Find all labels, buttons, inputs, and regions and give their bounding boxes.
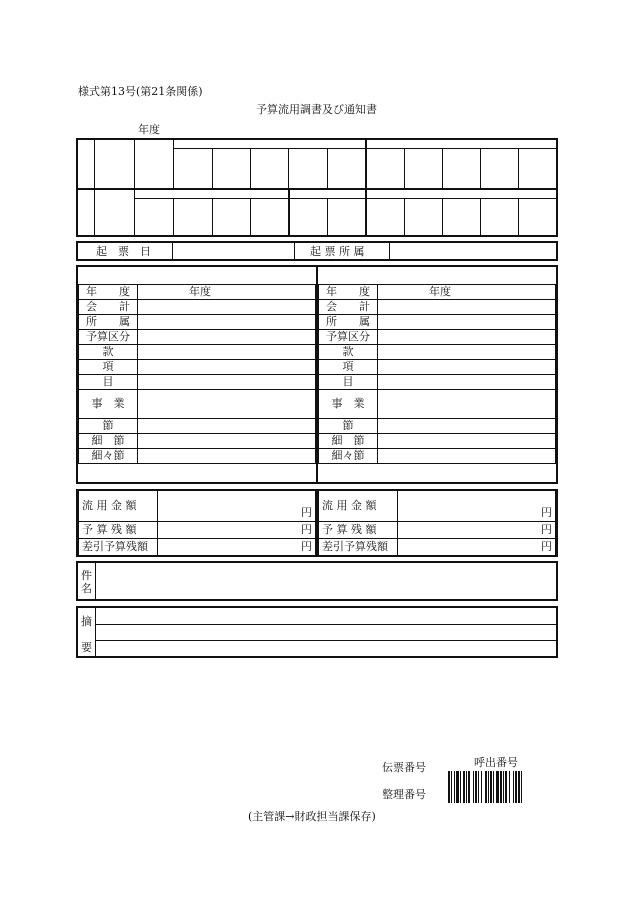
barcode-bar: [505, 771, 507, 803]
barcode-bar: [466, 771, 467, 803]
destination-detail-value[interactable]: [378, 419, 556, 434]
source-detail-label: 所 属: [79, 315, 138, 330]
destination-detail-label: 項: [319, 360, 378, 375]
destination-amount-value[interactable]: 円: [398, 491, 556, 522]
destination-detail-value[interactable]: [378, 390, 556, 419]
source-detail-row: [79, 360, 316, 375]
destination-detail-value[interactable]: [378, 375, 556, 390]
destination-detail-row: [319, 434, 556, 449]
source-detail-label: 款: [79, 345, 138, 360]
source-detail-table: [78, 284, 316, 464]
source-detail-label: 予算区分: [79, 330, 138, 345]
source-detail-row: [79, 315, 316, 330]
source-amount-label: 差引予算残額: [79, 539, 158, 556]
destination-detail-row: [319, 375, 556, 390]
barcode-bar: [460, 771, 461, 803]
source-detail-label: 細々節: [79, 449, 138, 464]
destination-year-suffix: 年度: [429, 285, 451, 298]
destination-detail-label: 節: [319, 419, 378, 434]
barcode-bar: [518, 771, 520, 803]
destination-detail-label: 年 度: [319, 285, 378, 300]
barcode-bar: [515, 771, 517, 803]
source-detail-value[interactable]: [138, 375, 316, 390]
barcode-bar: [481, 771, 482, 803]
source-detail-row: [79, 375, 316, 390]
source-detail-value[interactable]: [138, 434, 316, 449]
barcode-bar: [496, 771, 499, 803]
destination-detail-row: [319, 360, 556, 375]
destination-detail-row: [319, 285, 556, 300]
source-detail-label: 項: [79, 360, 138, 375]
remarks-box: [76, 606, 558, 658]
source-year-suffix: 年度: [189, 285, 211, 298]
destination-detail-value[interactable]: [378, 285, 556, 300]
destination-detail-row: [319, 315, 556, 330]
destination-detail-row: [319, 345, 556, 360]
draft-date-label: 起 票 日: [96, 245, 151, 258]
destination-detail-label: 細 節: [319, 434, 378, 449]
destination-detail-value[interactable]: [378, 330, 556, 345]
source-detail-value[interactable]: [138, 300, 316, 315]
destination-amount-label: 予 算 残 額: [319, 522, 398, 539]
destination-amount-label: 流 用 金 額: [319, 491, 398, 522]
remarks-label-bottom: 要: [81, 641, 92, 654]
source-detail-label: 事 業: [79, 390, 138, 419]
source-amount-label: 流 用 金 額: [79, 491, 158, 522]
destination-detail-row: [319, 330, 556, 345]
remarks-label-top: 摘: [81, 615, 92, 628]
barcode-bar: [473, 771, 474, 803]
draft-info-row: [76, 241, 558, 261]
source-amount-label: 予 算 残 額: [79, 522, 158, 539]
form-number: 様式第13号(第21条関係): [78, 85, 203, 98]
call-number-label: 呼出番号: [474, 756, 518, 769]
source-detail-row: [79, 434, 316, 449]
source-detail-value[interactable]: [138, 330, 316, 345]
fiscal-year-label: 年度: [138, 123, 160, 136]
source-detail-value[interactable]: [138, 345, 316, 360]
destination-amount-label: 差引予算残額: [319, 539, 398, 556]
destination-detail-label: 予算区分: [319, 330, 378, 345]
destination-amount-row: [319, 522, 556, 539]
reference-number-label: 整理番号: [382, 788, 426, 801]
barcode-bar: [448, 771, 450, 803]
source-amount-row: [79, 491, 316, 522]
destination-detail-label: 細々節: [319, 449, 378, 464]
source-detail-row: [79, 300, 316, 315]
destination-detail-label: 会 計: [319, 300, 378, 315]
destination-detail-row: [319, 449, 556, 464]
source-detail-label: 年 度: [79, 285, 138, 300]
source-detail-row: [79, 419, 316, 434]
source-detail-value[interactable]: [138, 390, 316, 419]
destination-detail-row: [319, 390, 556, 419]
barcode-image: [448, 771, 548, 803]
barcode-bar: [513, 771, 514, 803]
source-amount-row: [79, 539, 316, 556]
source-amount-table: [78, 490, 316, 556]
barcode-bar: [468, 771, 470, 803]
source-detail-row: [79, 330, 316, 345]
destination-detail-label: 款: [319, 345, 378, 360]
barcode-bar: [490, 771, 492, 803]
barcode-bar: [451, 771, 452, 803]
destination-detail-label: 事 業: [319, 390, 378, 419]
source-amount-value[interactable]: 円: [158, 539, 316, 556]
source-detail-label: 細 節: [79, 434, 138, 449]
routing-note: (主管課→財政担当課保存): [248, 810, 376, 823]
source-amount-value[interactable]: 円: [158, 522, 316, 539]
barcode-bar: [521, 771, 522, 803]
destination-detail-value[interactable]: [378, 315, 556, 330]
destination-detail-table: [318, 284, 556, 464]
source-detail-value[interactable]: [138, 315, 316, 330]
destination-detail-value[interactable]: [378, 449, 556, 464]
destination-amount-value[interactable]: 円: [398, 539, 556, 556]
destination-detail-label: 目: [319, 375, 378, 390]
destination-detail-row: [319, 419, 556, 434]
source-detail-value[interactable]: [138, 449, 316, 464]
draft-dept-label: 起 票 所 属: [310, 245, 365, 258]
source-detail-row: [79, 345, 316, 360]
barcode-bar: [478, 771, 479, 803]
source-detail-value[interactable]: [138, 419, 316, 434]
barcode-bar: [454, 771, 455, 803]
destination-detail-value[interactable]: [378, 434, 556, 449]
destination-amount-row: [319, 491, 556, 522]
destination-detail-value[interactable]: [378, 360, 556, 375]
barcode-bar: [456, 771, 459, 803]
source-detail-label: 節: [79, 419, 138, 434]
source-detail-row: [79, 390, 316, 419]
destination-detail-row: [319, 300, 556, 315]
barcode-bar: [475, 771, 477, 803]
source-detail-label: 会 計: [79, 300, 138, 315]
voucher-number-label: 伝票番号: [382, 761, 426, 774]
barcode-bar: [493, 771, 494, 803]
destination-amount-value[interactable]: 円: [398, 522, 556, 539]
barcode-bar: [509, 771, 510, 803]
source-detail-value[interactable]: [138, 285, 316, 300]
destination-detail-value[interactable]: [378, 300, 556, 315]
destination-detail-value[interactable]: [378, 345, 556, 360]
destination-amount-row: [319, 539, 556, 556]
source-amount-row: [79, 522, 316, 539]
barcode-bar: [503, 771, 504, 803]
subject-label: 件 名: [81, 569, 92, 595]
subject-box: [76, 561, 558, 601]
source-detail-row: [79, 285, 316, 300]
barcode-bar: [500, 771, 502, 803]
barcode-bar: [488, 771, 489, 803]
source-detail-row: [79, 449, 316, 464]
source-amount-value[interactable]: 円: [158, 491, 316, 522]
source-detail-label: 目: [79, 375, 138, 390]
source-detail-value[interactable]: [138, 360, 316, 375]
account-code-grid: [76, 138, 558, 237]
destination-amount-table: [318, 490, 556, 556]
destination-detail-label: 所 属: [319, 315, 378, 330]
barcode-bar: [463, 771, 465, 803]
barcode-bar: [485, 771, 487, 803]
form-title: 予算流用調書及び通知書: [256, 103, 377, 116]
